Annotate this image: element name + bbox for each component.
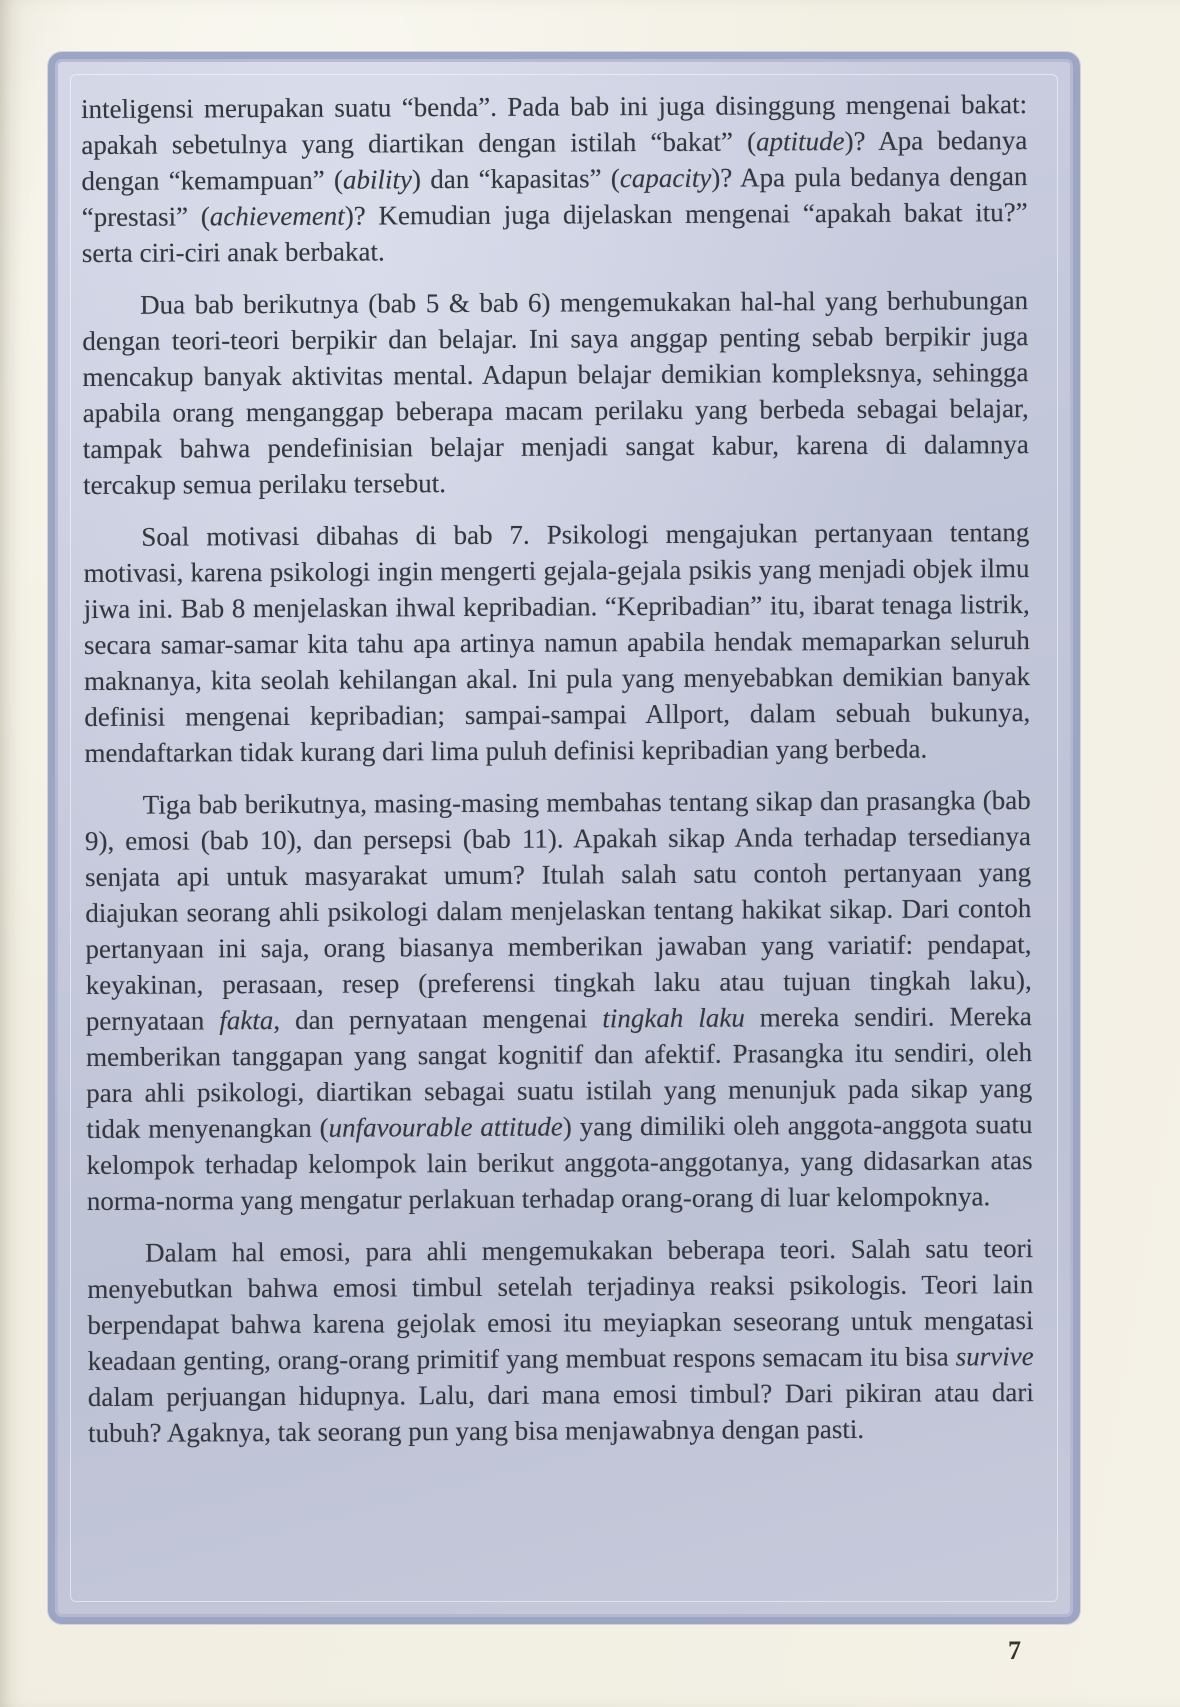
page-text — [81, 86, 1034, 1451]
highlight-panel — [48, 52, 1080, 1624]
paragraph — [82, 282, 1029, 503]
paragraph — [81, 86, 1028, 271]
text-run: survive — [955, 1341, 1034, 1372]
text-run: , dan pernyataan mengenai — [273, 1003, 603, 1036]
text-run: )? Apa bedanya dengan “kemampuan” ( — [81, 125, 1028, 196]
text-run: ) dan “kapasitas” ( — [411, 163, 620, 195]
text-run: dalam perjuangan hidupnya. Lalu, dari mana emosi timbul? Dari pikiran atau dari tubuh? Agaknya, tak seorang pun yang bisa menjawabnya dengan pasti. — [87, 1377, 1034, 1448]
text-run: aptitude — [755, 126, 845, 157]
text-run: unfavourable attitude — [328, 1111, 563, 1143]
text-run: Dua bab berikutnya (bab 5 & bab 6) mengemukakan hal-hal yang berhubungan dengan teori-teori berpikir dan belajar. Ini saya anggap penting sebab berpikir juga mencakup banyak aktivitas mental. Adapun belajar demikian kompleksnya, sehingga apabila orang menganggap beberapa macam perilaku yang berbeda sebagai belajar, tampak bahwa pendefinisian belajar menjadi sangat kabur, karena di dalamnya tercakup semua perilaku tersebut. — [82, 285, 1029, 500]
text-run: )? Apa pula bedanya dengan “prestasi” ( — [81, 161, 1028, 232]
page-number: 7 — [1008, 1636, 1022, 1665]
text-run: mereka sendiri. Mereka memberikan tanggapan yang sangat kognitif dan afektif. Prasangka itu sendiri, oleh para ahli psikologi, diartikan sebagai suatu istilah yang menunjuk pada sikap yang tidak menyenangkan ( — [85, 1001, 1033, 1144]
text-run: ability — [342, 164, 413, 195]
text-run: )? Kemudian juga dijelaskan mengenai “apakah bakat itu?” serta ciri-ciri anak berbakat. — [81, 197, 1028, 268]
text-run: inteligensi merupakan suatu “benda”. Pada bab ini juga disinggung mengenai bakat: apakah sebetulnya yang diartikan dengan istilah “bakat” ( — [81, 89, 1028, 160]
paragraph — [87, 1230, 1034, 1451]
paragraph — [85, 782, 1033, 1219]
text-run: tingkah laku — [602, 1002, 745, 1034]
paragraph — [83, 514, 1030, 771]
text-run: capacity — [619, 162, 712, 194]
text-run: Soal motivasi dibahas di bab 7. Psikologi mengajukan pertanyaan tentang motivasi, karena psikologi ingin mengerti gejala-gejala psikis yang menjadi objek ilmu jiwa ini. Bab 8 menjelaskan ihwal kepribadian. “Kepribadian” itu, ibarat tenaga listrik, secara samar-samar kita tahu apa artinya namun apabila hendak memaparkan seluruh maknanya, kita seolah kehilangan akal. Ini pula yang menyebabkan demikian banyak definisi mengenai kepribadian; sampai-sampai Allport, dalam sebuah bukunya, mendaftarkan tidak kurang dari lima puluh definisi kepribadian yang berbeda. — [83, 517, 1031, 768]
text-run: Dalam hal emosi, para ahli mengemukakan beberapa teori. Salah satu teori menyebutkan bahwa emosi timbul setelah terjadinya reaksi psikologis. Teori lain berpendapat bahwa karena gejolak emosi itu meyiapkan seseorang untuk mengatasi keadaan genting, orang-orang primitif yang membuat respons semacam itu bisa — [87, 1233, 1034, 1376]
text-run: fakta — [219, 1005, 274, 1036]
text-run: Tiga bab berikutnya, masing-masing membahas tentang sikap dan prasangka (bab 9), emosi (bab 10), dan persepsi (bab 11). Apakah sikap Anda terhadap tersedianya senjata api untuk masyarakat umum? Itulah salah satu contoh pertanyaan yang diajukan seorang ahli psikologi dalam menjelaskan tentang hakikat sikap. Dari contoh pertanyaan ini saja, orang biasanya memberikan jawaban yang variatif: pendapat, keyakinan, perasaan, resep (preferensi tingkah laku atau tujuan tingkah laku), pernyataan — [84, 785, 1032, 1036]
text-run: achievement — [209, 200, 345, 232]
text-run: ) yang dimiliki oleh anggota-anggota suatu kelompok terhadap kelompok lain berikut anggota-anggotanya, yang didasarkan atas norma-norma yang mengatur perlakuan terhadap orang-orang di luar kelompoknya. — [86, 1109, 1033, 1216]
